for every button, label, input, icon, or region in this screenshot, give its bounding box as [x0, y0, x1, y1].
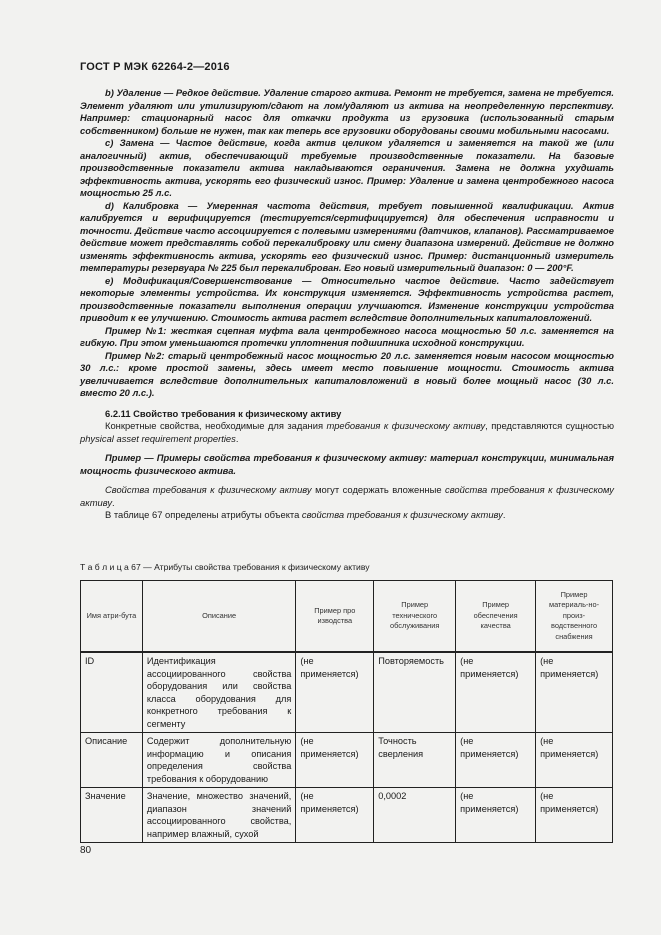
table-cell: Значение, множество значений, диапазон значений ассоциированного свойства, например влажный, сухой	[142, 788, 295, 843]
column-header: Пример обеспечения качества	[456, 581, 536, 653]
section-paragraph-3	[80, 509, 614, 522]
column-header: Имя атри-бута	[81, 581, 143, 653]
text-run: могут содержать вложенные	[311, 484, 446, 495]
column-header: Пример материаль-но-произ-водственного снабжения	[536, 581, 613, 653]
table-cell: ID	[81, 652, 143, 733]
text-run: Свойства требования к физическому активу	[105, 484, 312, 495]
paragraph-e: e) Модификация/Совершенствование — Относительно частое действие. Часто задействует некоторые элементы устройства. Их конструкция изменяется. Эффективность устройства растет, производственные показатели выполнения операции улучшаются. Изменение конструкции устройства приводит к ее улучшению. Стоимость актива растет вследствие дополнительных капиталовложений.	[80, 274, 614, 323]
attributes-table	[80, 580, 613, 843]
text-run: , представляются сущностью	[485, 420, 614, 431]
table-cell: (не применяется)	[536, 733, 613, 788]
example-2: Пример №2: старый центробежный насос мощностью 20 л.с. заменяется новым насосом мощностью 30 л.с.: кроме простой замены, здесь имеет место повышение мощности. Стоимость актива увеличивается вследствие дополнительных капиталовложений в новый более мощный насос (30 л.с. вместо 20 л.с.).	[80, 349, 614, 398]
table-cell: Описание	[81, 733, 143, 788]
text-run: .	[235, 432, 239, 444]
table-cell: (не применяется)	[536, 652, 613, 733]
table-cell: 0,0002	[374, 788, 456, 843]
text-run: physical asset requirement properties	[80, 432, 236, 444]
table-cell: (не применяется)	[456, 733, 536, 788]
text-run: требования к физическому активу	[326, 420, 486, 431]
table-cell: (не применяется)	[536, 788, 613, 843]
section-paragraph-2	[80, 484, 614, 509]
table-row	[81, 788, 613, 843]
table-cell: Повторяемость	[374, 652, 456, 733]
column-header: Описание	[142, 581, 295, 653]
table-cell: (не применяется)	[296, 788, 374, 843]
table-cell: (не применяется)	[456, 652, 536, 733]
table-cell: (не применяется)	[296, 733, 374, 788]
table-cell: (не применяется)	[296, 652, 374, 733]
section-paragraph-1	[80, 420, 614, 445]
body-text	[80, 87, 614, 522]
column-header: Пример про изводства	[296, 581, 374, 653]
table-cell: Содержит дополнительную информацию и описания определения свойства требования к оборудованию	[142, 733, 295, 788]
paragraph-d: d) Калибровка — Умеренная частота действия, требует повышенной квалификации. Актив калибруется и верифицируется (тестируется/сертифицируется) для обеспечения исправности и точности. Действие часто ассоциируется с полевыми измерениями (датчиков, клапанов). Рассматриваемое действие может представлять собой перекалибровку или смену диапазона измерений. Действие не должно изменять эффективность актива, ускорять его физический износ. Пример: дистанционный измеритель температуры резервуара № 225 был перекалиброван. Его новый измерительный диапазон: 0 — 200°F.	[80, 199, 614, 273]
example-1: Пример №1: жесткая сцепная муфта вала центробежного насоса мощностью 50 л.с. заменяется на гибкую. При этом уменьшаются протечки уплотнения подшипника исходной конструкции.	[80, 324, 614, 348]
table-cell: Значение	[81, 788, 143, 843]
example-note: Пример — Примеры свойства требования к физическому активу: материал конструкции, минимальная мощность физического актива.	[80, 452, 614, 476]
text-run: .	[502, 509, 506, 520]
section-heading: 6.2.11 Свойство требования к физическому активу	[105, 407, 342, 419]
table-cell: Идентификация ассоциированного свойства оборудования или свойства класса оборудования для конкретного требования к сегменту	[142, 652, 295, 733]
table-cell: Точность сверления	[374, 733, 456, 788]
document-header: ГОСТ Р МЭК 62264-2—2016	[80, 61, 230, 73]
table-header-row	[81, 581, 613, 653]
page-number: 80	[80, 845, 92, 856]
text-run: Конкретные свойства, необходимые для задания	[105, 420, 327, 431]
table-caption: Т а б л и ц а 67 — Атрибуты свойства требования к физическому активу	[80, 562, 370, 572]
column-header: Пример технического обслуживания	[374, 581, 456, 653]
paragraph-c: c) Замена — Частое действие, когда актив целиком удаляется и заменяется на такой же (или аналогичный) актив, обеспечивающий требуемые производственные показатели. На базовые производственные показатели актива накладываются ограничения. Замена не должна ухудшать эффективность актива, ускорять его физический износ. Пример: Удаление и замена центробежного насоса мощностью 25 л.с.	[80, 137, 614, 198]
text-run: .	[112, 496, 115, 508]
table-row	[81, 652, 613, 733]
paragraph-b: b) Удаление — Редкое действие. Удаление старого актива. Ремонт не требуется, замена не требуется. Элемент удаляют или утилизируют/сдают на лом/удаляют из актива на неопределенную перспективу. Например: стационарный насос для откачки продукта из грузовика (использованный старым собственником) больше не нужен, так как теперь все грузовики оборудованы своими мобильными насосами.	[80, 87, 614, 136]
text-run: свойства требования к физическому активу	[301, 509, 503, 520]
table-row	[81, 733, 613, 788]
text-run: свойства требования к физическому активу	[80, 484, 614, 508]
table-cell: (не применяется)	[456, 788, 536, 843]
text-run: В таблице 67 определены атрибуты объекта	[105, 509, 302, 520]
